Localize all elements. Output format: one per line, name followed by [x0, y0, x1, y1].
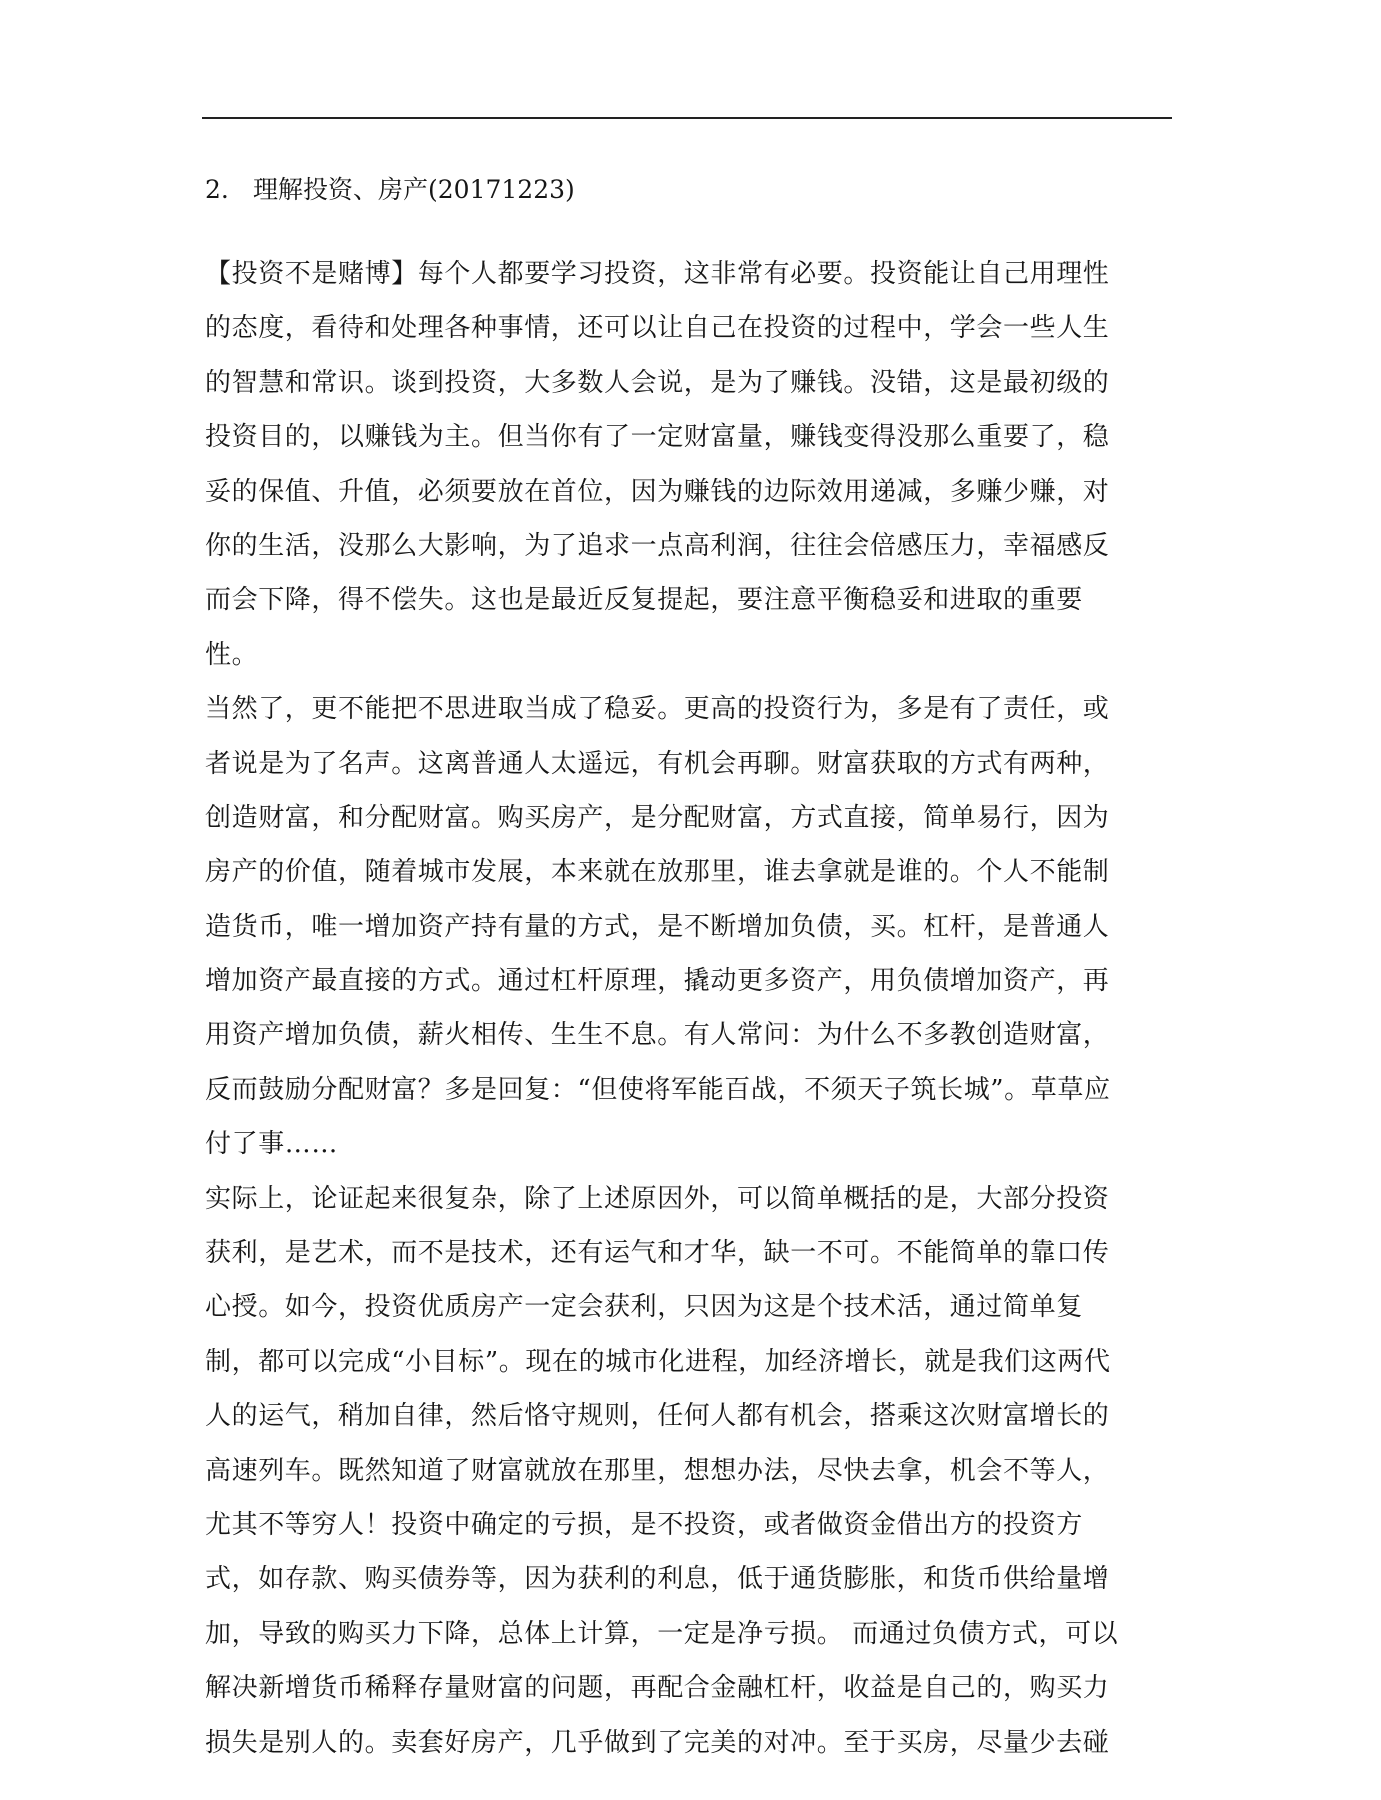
text-line: 增加资产最直接的方式。通过杠杆原理，撬动更多资产，用负债增加资产，再: [205, 966, 1110, 997]
text-line: 获利，是艺术，而不是技术，还有运气和才华，缺一不可。不能简单的靠口传: [205, 1238, 1110, 1269]
text-line: 性。: [205, 639, 259, 670]
header-rule: [202, 117, 1172, 119]
text-line: 用资产增加负债，薪火相传、生生不息。有人常问：为什么不多教创造财富，: [205, 1020, 1110, 1051]
text-line: 损失是别人的。卖套好房产，几乎做到了完美的对冲。至于买房，尽量少去碰: [205, 1727, 1110, 1758]
text-line: 房产的价值，随着城市发展，本来就在放那里，谁去拿就是谁的。个人不能制: [205, 857, 1110, 888]
body-text: [205, 254, 1195, 1777]
text-line: 投资目的，以赚钱为主。但当你有了一定财富量，赚钱变得没那么重要了，稳: [205, 422, 1110, 453]
text-line: 当然了，更不能把不思进取当成了稳妥。更高的投资行为，多是有了责任，或: [205, 694, 1110, 725]
text-line: 付了事……: [205, 1129, 339, 1160]
text-line: 妥的保值、升值，必须要放在首位，因为赚钱的边际效用递减，多赚少赚，对: [205, 476, 1110, 507]
text-line: 创造财富，和分配财富。购买房产，是分配财富，方式直接，简单易行，因为: [205, 802, 1110, 833]
section-title: 理解投资、房产(20171223): [253, 175, 575, 204]
text-line: 尤其不等穷人！投资中确定的亏损，是不投资，或者做资金借出方的投资方: [205, 1509, 1083, 1540]
text-line: 者说是为了名声。这离普通人太遥远，有机会再聊。财富获取的方式有两种，: [205, 748, 1110, 779]
text-line: 加，导致的购买力下降，总体上计算，一定是净亏损。 而通过负债方式，可以: [205, 1618, 1119, 1649]
section-heading: [205, 172, 575, 208]
section-number: 2.: [205, 175, 229, 204]
text-line: 解决新增货币稀释存量财富的问题，再配合金融杠杆，收益是自己的，购买力: [205, 1673, 1110, 1704]
text-line: 造货币，唯一增加资产持有量的方式，是不断增加负债，买。杠杆，是普通人: [205, 911, 1110, 942]
text-line: 反而鼓励分配财富？多是回复：“但使将军能百战，不须天子筑长城”。草草应: [205, 1074, 1111, 1105]
text-line: 的智慧和常识。谈到投资，大多数人会说，是为了赚钱。没错，这是最初级的: [205, 367, 1110, 398]
text-line: 而会下降，得不偿失。这也是最近反复提起，要注意平衡稳妥和进取的重要: [205, 585, 1083, 616]
text-line: 制，都可以完成“小目标”。现在的城市化进程，加经济增长，就是我们这两代: [205, 1346, 1111, 1377]
text-line: 你的生活，没那么大影响，为了追求一点高利润，往往会倍感压力，幸福感反: [205, 530, 1110, 561]
text-line: 实际上，论证起来很复杂，除了上述原因外，可以简单概括的是，大部分投资: [205, 1183, 1110, 1214]
text-line: 【投资不是赌博】每个人都要学习投资，这非常有必要。投资能让自己用理性: [205, 259, 1110, 289]
text-line: 式，如存款、购买债券等，因为获利的利息，低于通货膨胀，和货币供给量增: [205, 1564, 1110, 1595]
text-line: 人的运气，稍加自律，然后恪守规则，任何人都有机会，搭乘这次财富增长的: [205, 1401, 1110, 1432]
text-line: 高速列车。既然知道了财富就放在那里，想想办法，尽快去拿，机会不等人，: [205, 1455, 1110, 1486]
text-line: 的态度，看待和处理各种事情，还可以让自己在投资的过程中，学会一些人生: [205, 313, 1110, 344]
text-line: 心授。如今，投资优质房产一定会获利，只因为这是个技术活，通过简单复: [205, 1292, 1083, 1323]
